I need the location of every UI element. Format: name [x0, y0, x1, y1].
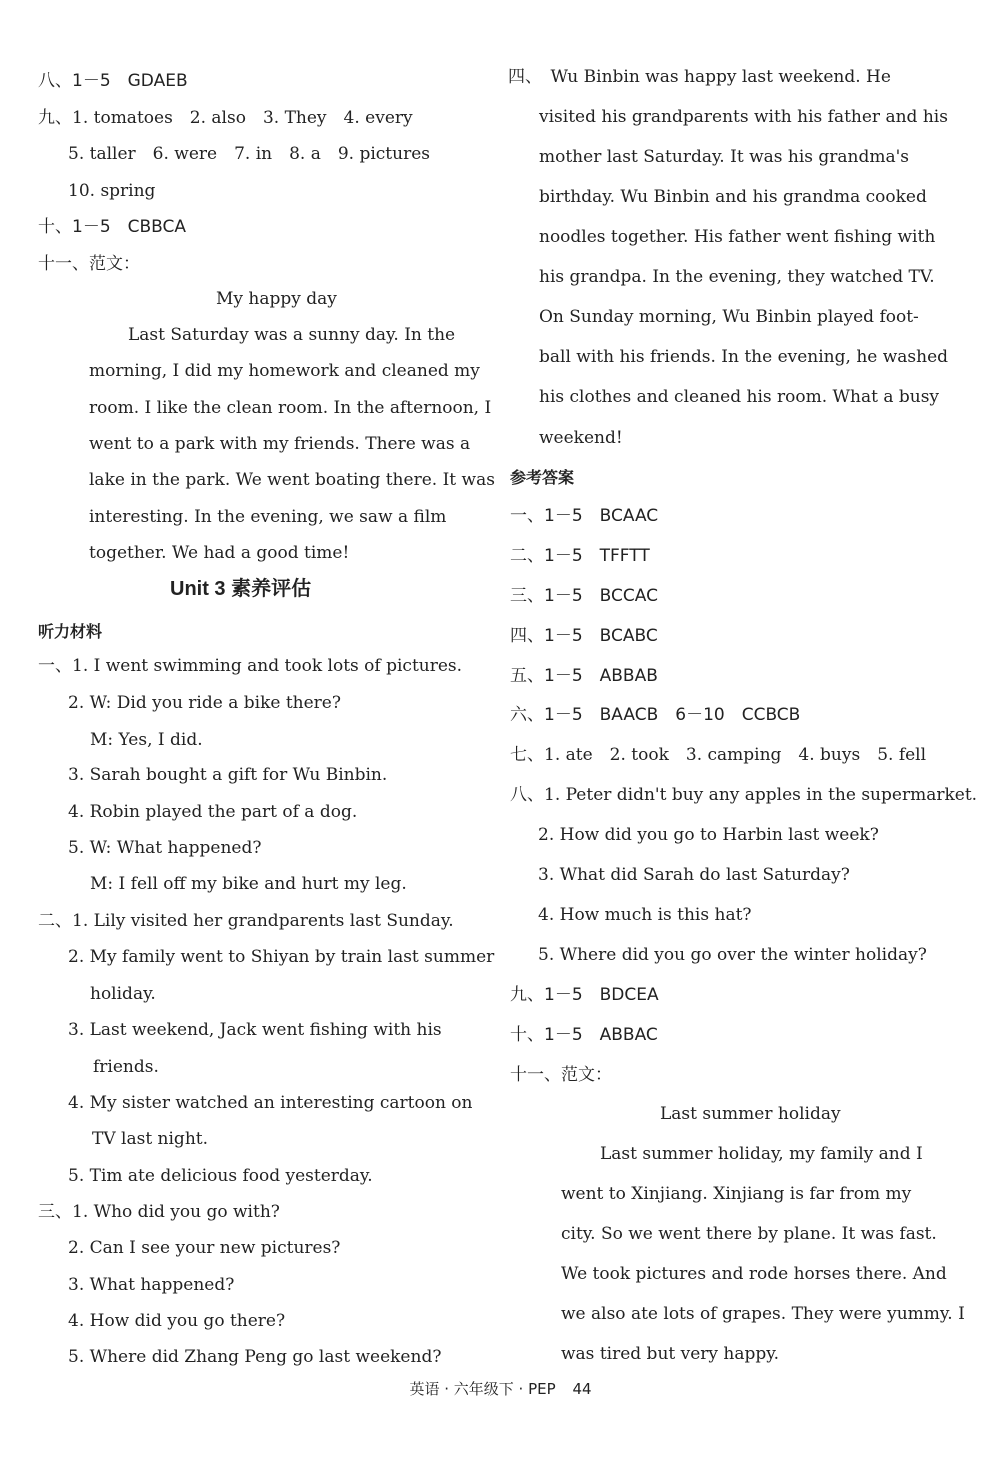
answer-line: 4. How much is this hat? [538, 905, 752, 925]
listening-line: friends. [93, 1057, 159, 1077]
reading-line: ball with his friends. In the evening, he washed [539, 347, 949, 367]
section-heading: 听力材料 [38, 622, 103, 641]
answer-line: 3. What did Sarah do last Saturday? [538, 865, 850, 885]
essay-line: morning, I did my homework and cleaned my [89, 361, 480, 381]
essay-line: we also ate lots of grapes. They were yummy. I [561, 1304, 965, 1324]
listening-line: 4. My sister watched an interesting cartoon on [68, 1093, 473, 1113]
answer-line: 九、1. tomatoes 2. also 3. They 4. every [38, 108, 413, 128]
answer-line: 一、1－5 BCAAC [510, 506, 659, 526]
answer-line: 五、1－5 ABBAB [510, 666, 658, 686]
answer-line: 10. spring [68, 181, 156, 201]
essay-line: went to a park with my friends. There was a [89, 434, 471, 454]
reading-line: On Sunday morning, Wu Binbin played foot- [539, 307, 919, 327]
listening-line: 4. Robin played the part of a dog. [68, 802, 358, 822]
listening-line: holiday. [90, 984, 156, 1004]
listening-line: 2. W: Did you ride a bike there? [68, 693, 341, 713]
answer-line: 二、1－5 TFFTT [510, 546, 650, 566]
page-footer [0, 1378, 1001, 1399]
section-heading: 参考答案 [510, 468, 575, 487]
listening-line: 一、1. I went swimming and took lots of pictures. [38, 656, 463, 676]
reading-line: mother last Saturday. It was his grandma's [539, 147, 910, 167]
listening-line: 3. Last weekend, Jack went fishing with his [68, 1020, 442, 1040]
answer-line: 十、1－5 ABBAC [510, 1025, 658, 1045]
section-label: 十一、范文： [38, 254, 140, 274]
reading-line: noodles together. His father went fishing with [539, 227, 936, 247]
listening-line: 2. Can I see your new pictures? [68, 1238, 341, 1258]
listening-line: 5. Where did Zhang Peng go last weekend? [68, 1347, 442, 1367]
listening-line: TV last night. [92, 1129, 209, 1149]
essay-line: We took pictures and rode horses there. And [561, 1264, 947, 1284]
reading-line: visited his grandparents with his father and his [539, 107, 948, 127]
listening-line: 3. Sarah bought a gift for Wu Binbin. [68, 765, 388, 785]
essay-title: My happy day [216, 289, 337, 309]
listening-line: 5. Tim ate delicious food yesterday. [68, 1166, 373, 1186]
unit-heading: Unit 3 素养评估 [170, 578, 312, 600]
answer-line: 八、1－5 GDAEB [38, 71, 188, 91]
essay-line: city. So we went there by plane. It was fast. [561, 1224, 937, 1244]
essay-title: Last summer holiday [660, 1104, 841, 1124]
answer-line: 九、1－5 BDCEA [510, 985, 659, 1005]
answer-line: 七、1. ate 2. took 3. camping 4. buys 5. fell [510, 745, 927, 765]
essay-line: together. We had a good time! [89, 543, 350, 563]
answer-line: 六、1－5 BAACB 6－10 CCBCB [510, 705, 801, 725]
listening-line: 三、1. Who did you go with? [38, 1202, 280, 1222]
essay-line: was tired but very happy. [561, 1344, 780, 1364]
footer-title: 英语 · 六年级下 · PEP [409, 1380, 556, 1398]
essay-line: interesting. In the evening, we saw a film [89, 507, 447, 527]
essay-line: Last Saturday was a sunny day. In the [128, 325, 456, 345]
answer-line: 2. How did you go to Harbin last week? [538, 825, 879, 845]
answer-line: 5. taller 6. were 7. in 8. a 9. pictures [68, 144, 430, 164]
listening-line: 3. What happened? [68, 1275, 235, 1295]
listening-line: M: Yes, I did. [90, 730, 203, 750]
essay-line: went to Xinjiang. Xinjiang is far from my [561, 1184, 912, 1204]
answer-line: 四、1－5 BCABC [510, 626, 658, 646]
listening-line: 4. How did you go there? [68, 1311, 286, 1331]
listening-line: 5. W: What happened? [68, 838, 262, 858]
section-label: 十一、范文： [510, 1065, 612, 1085]
answer-line: 八、1. Peter didn't buy any apples in the supermarket. [510, 785, 978, 805]
answer-line: 5. Where did you go over the winter holiday? [538, 945, 927, 965]
reading-line: 四、 Wu Binbin was happy last weekend. He [508, 67, 891, 87]
listening-line: M: I fell off my bike and hurt my leg. [90, 874, 407, 894]
reading-line: his clothes and cleaned his room. What a busy [539, 387, 940, 407]
reading-line: birthday. Wu Binbin and his grandma cooked [539, 187, 927, 207]
listening-line: 二、1. Lily visited her grandparents last Sunday. [38, 911, 454, 931]
reading-line: his grandpa. In the evening, they watched TV. [539, 267, 935, 287]
listening-line: 2. My family went to Shiyan by train last summer [68, 947, 495, 967]
answer-line: 十、1－5 CBBCA [38, 217, 187, 237]
answer-line: 三、1－5 BCCAC [510, 586, 658, 606]
essay-line: room. I like the clean room. In the afternoon, I [89, 398, 492, 418]
page-number: 44 [572, 1380, 592, 1398]
reading-line: weekend! [539, 428, 623, 448]
essay-line: lake in the park. We went boating there. It was [89, 470, 495, 490]
essay-line: Last summer holiday, my family and I [600, 1144, 923, 1164]
